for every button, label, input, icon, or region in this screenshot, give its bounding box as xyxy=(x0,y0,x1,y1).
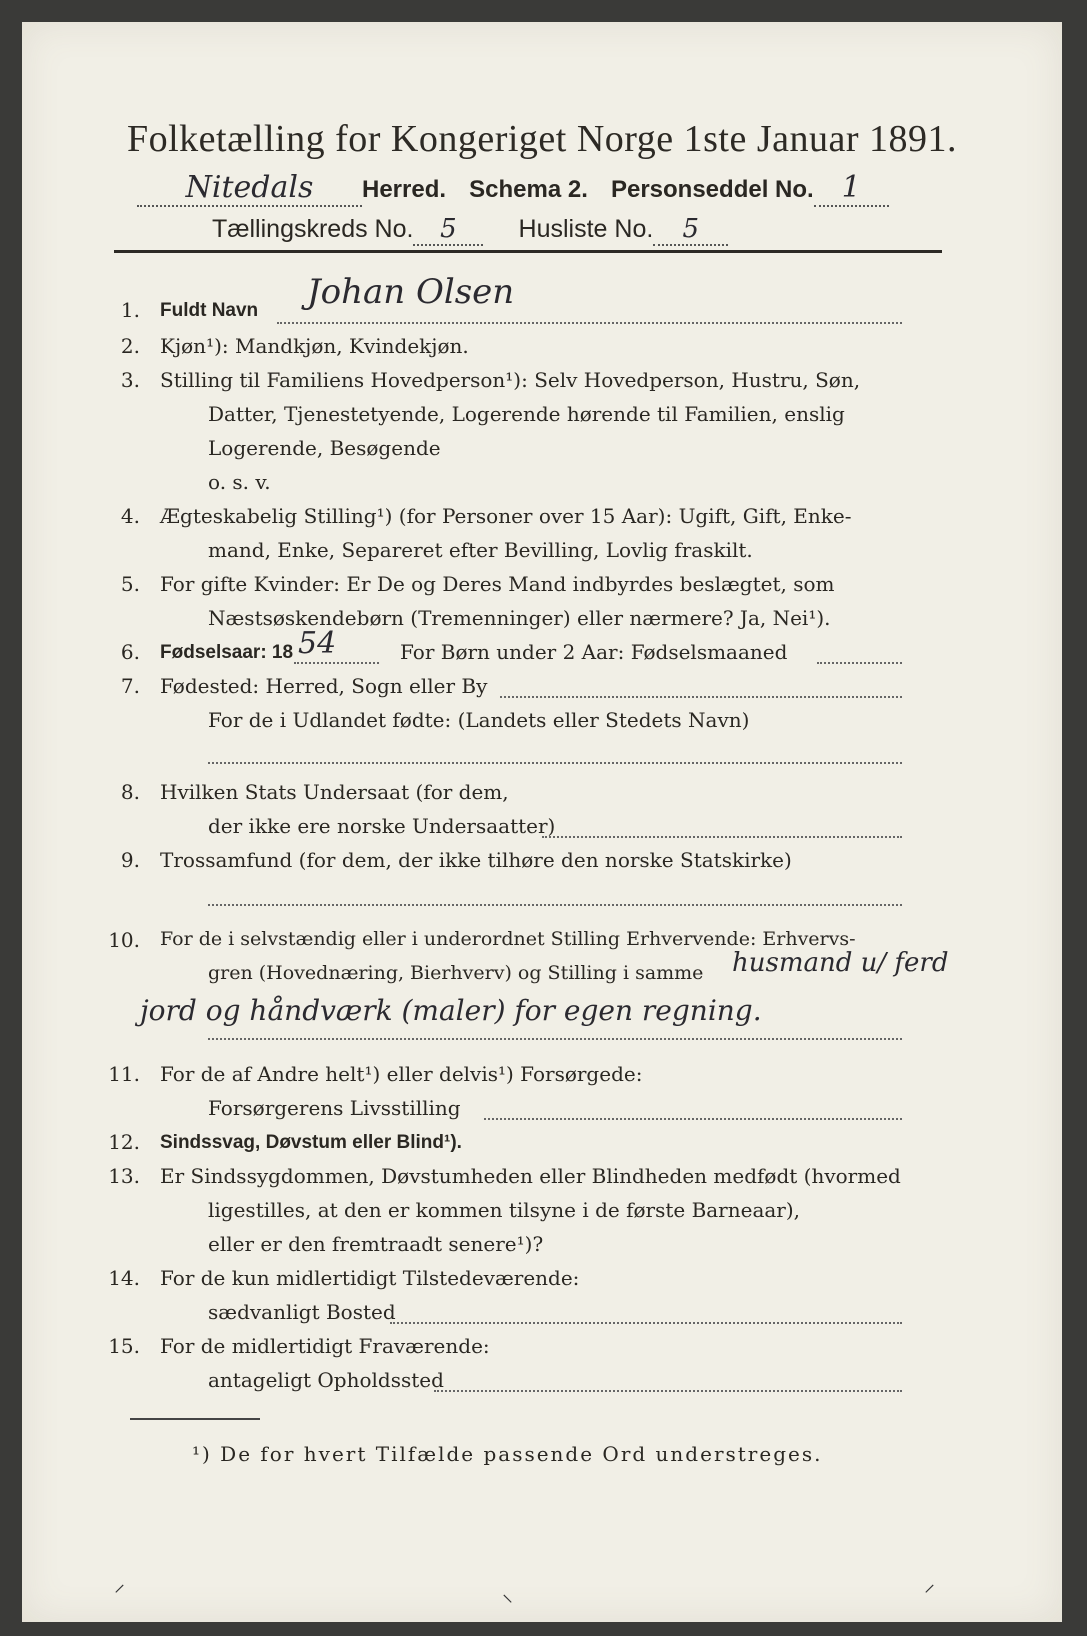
question-6-fill-line xyxy=(294,662,379,664)
question-15-line-2: antageligt Opholdssted xyxy=(208,1368,444,1392)
question-14-fill xyxy=(390,1322,902,1324)
question-7-fill-1 xyxy=(500,696,902,698)
question-14-line-1: For de kun midlertidigt Tilstedeværende: xyxy=(160,1266,580,1290)
question-10-number: 10. xyxy=(108,928,140,952)
corner-mark-left: ⸝ xyxy=(114,1572,126,1597)
question-8-fill xyxy=(542,836,902,838)
corner-mark-right: ⸝ xyxy=(924,1572,936,1597)
question-11-fill xyxy=(484,1118,902,1120)
herred-line xyxy=(137,170,889,207)
question-10-line-1: For de i selvstændig eller i underordnet Stilling Erhvervende: Erhvervs- xyxy=(160,928,856,950)
question-10-answer-1: husmand u/ ferd xyxy=(732,948,949,978)
question-8-number: 8. xyxy=(120,780,140,804)
question-13-line-2: ligestilles, at den er kommen tilsyne i de første Barneaar), xyxy=(208,1198,801,1222)
footnote-rule xyxy=(130,1418,260,1420)
question-6-answer: 54 xyxy=(298,626,337,661)
question-10-line-2: gren (Hovednæring, Bierhverv) og Stilling i samme xyxy=(208,962,704,984)
question-13-line-3: eller er den fremtraadt senere¹)? xyxy=(208,1232,544,1256)
question-8-line-1: Hvilken Stats Undersaat (for dem, xyxy=(160,780,509,804)
question-12-number: 12. xyxy=(108,1130,140,1154)
question-7-line-1: Fødested: Herred, Sogn eller By xyxy=(160,674,488,698)
question-10-fill xyxy=(208,1038,902,1040)
question-7-fill-2 xyxy=(208,762,902,764)
question-6-text: Fødselsaar: 18 xyxy=(160,642,294,663)
question-11-line-1: For de af Andre helt¹) eller delvis¹) Forsørgede: xyxy=(160,1062,643,1086)
question-3-number: 3. xyxy=(120,368,140,392)
question-3-line-3: Logerende, Besøgende xyxy=(208,436,441,460)
question-2-number: 2. xyxy=(120,334,140,358)
personseddel-label: Personseddel No. xyxy=(610,176,814,203)
kreds-value: 5 xyxy=(413,214,483,246)
question-3-line-1: Stilling til Familiens Hovedperson¹): Selv Hovedperson, Hustru, Søn, xyxy=(160,368,861,392)
question-9-fill xyxy=(208,904,902,906)
question-3-line-4: o. s. v. xyxy=(208,470,271,494)
question-4-number: 4. xyxy=(120,504,140,528)
question-10-answer-2: jord og håndværk (maler) for egen regning. xyxy=(140,994,762,1027)
question-7-number: 7. xyxy=(120,674,140,698)
question-3-line-2: Datter, Tjenestetyende, Logerende hørende til Familien, enslig xyxy=(208,402,845,426)
question-8-line-2: der ikke ere norske Undersaatter) xyxy=(208,814,556,838)
question-5-number: 5. xyxy=(120,572,140,596)
schema-label: Schema 2. xyxy=(469,176,588,203)
corner-mark-center: ⸜ xyxy=(502,1582,514,1607)
question-2-text: Kjøn¹): Mandkjøn, Kvindekjøn. xyxy=(160,334,469,358)
footnote: ¹) De for hvert Tilfælde passende Ord understreges. xyxy=(192,1442,823,1466)
question-1-number: 1. xyxy=(120,298,140,322)
question-1-answer: Johan Olsen xyxy=(307,272,515,312)
herred-label: Herred. xyxy=(362,176,447,203)
question-15-fill xyxy=(434,1390,902,1392)
question-14-line-2: sædvanligt Bosted xyxy=(208,1300,396,1324)
kreds-line xyxy=(212,214,728,246)
question-12-text: Sindssvag, Døvstum eller Blind¹). xyxy=(160,1132,462,1153)
question-4-line-1: Ægteskabelig Stilling¹) (for Personer over 15 Aar): Ugift, Gift, Enke- xyxy=(160,504,852,528)
question-1-text: Fuldt Navn xyxy=(160,300,259,321)
header-rule xyxy=(114,250,942,253)
question-15-number: 15. xyxy=(108,1334,140,1358)
husliste-label: Husliste No. xyxy=(518,215,654,243)
question-13-number: 13. xyxy=(108,1164,140,1188)
question-7-line-2: For de i Udlandet fødte: (Landets eller Stedets Navn) xyxy=(208,708,750,732)
question-5-line-1: For gifte Kvinder: Er De og Deres Mand indbyrdes beslægtet, som xyxy=(160,572,835,596)
form-title: Folketælling for Kongeriget Norge 1ste Januar 1891. xyxy=(126,118,958,160)
question-9-number: 9. xyxy=(120,848,140,872)
question-15-line-1: For de midlertidigt Fraværende: xyxy=(160,1334,490,1358)
husliste-value: 5 xyxy=(653,214,728,246)
question-6-child-text: For Børn under 2 Aar: Fødselsmaaned xyxy=(400,640,788,664)
question-9-text: Trossamfund (for dem, der ikke tilhøre den norske Statskirke) xyxy=(160,848,792,872)
question-4-line-2: mand, Enke, Separeret efter Bevilling, Lovlig fraskilt. xyxy=(208,538,753,562)
herred-value: Nitedals xyxy=(137,170,362,207)
kreds-label: Tællingskreds No. xyxy=(212,215,414,243)
census-form-sheet xyxy=(22,22,1062,1622)
question-11-number: 11. xyxy=(108,1062,140,1086)
question-6-child-fill xyxy=(817,662,902,664)
question-1-fill-line xyxy=(277,322,902,324)
question-5-line-2: Næstsøskendebørn (Tremenninger) eller nærmere? Ja, Nei¹). xyxy=(208,606,831,630)
question-6-number: 6. xyxy=(120,640,140,664)
question-14-number: 14. xyxy=(108,1266,140,1290)
question-11-line-2: Forsørgerens Livsstilling xyxy=(208,1096,461,1120)
question-13-line-1: Er Sindssygdommen, Døvstumheden eller Blindheden medfødt (hvormed xyxy=(160,1164,901,1188)
personseddel-value: 1 xyxy=(814,170,889,207)
